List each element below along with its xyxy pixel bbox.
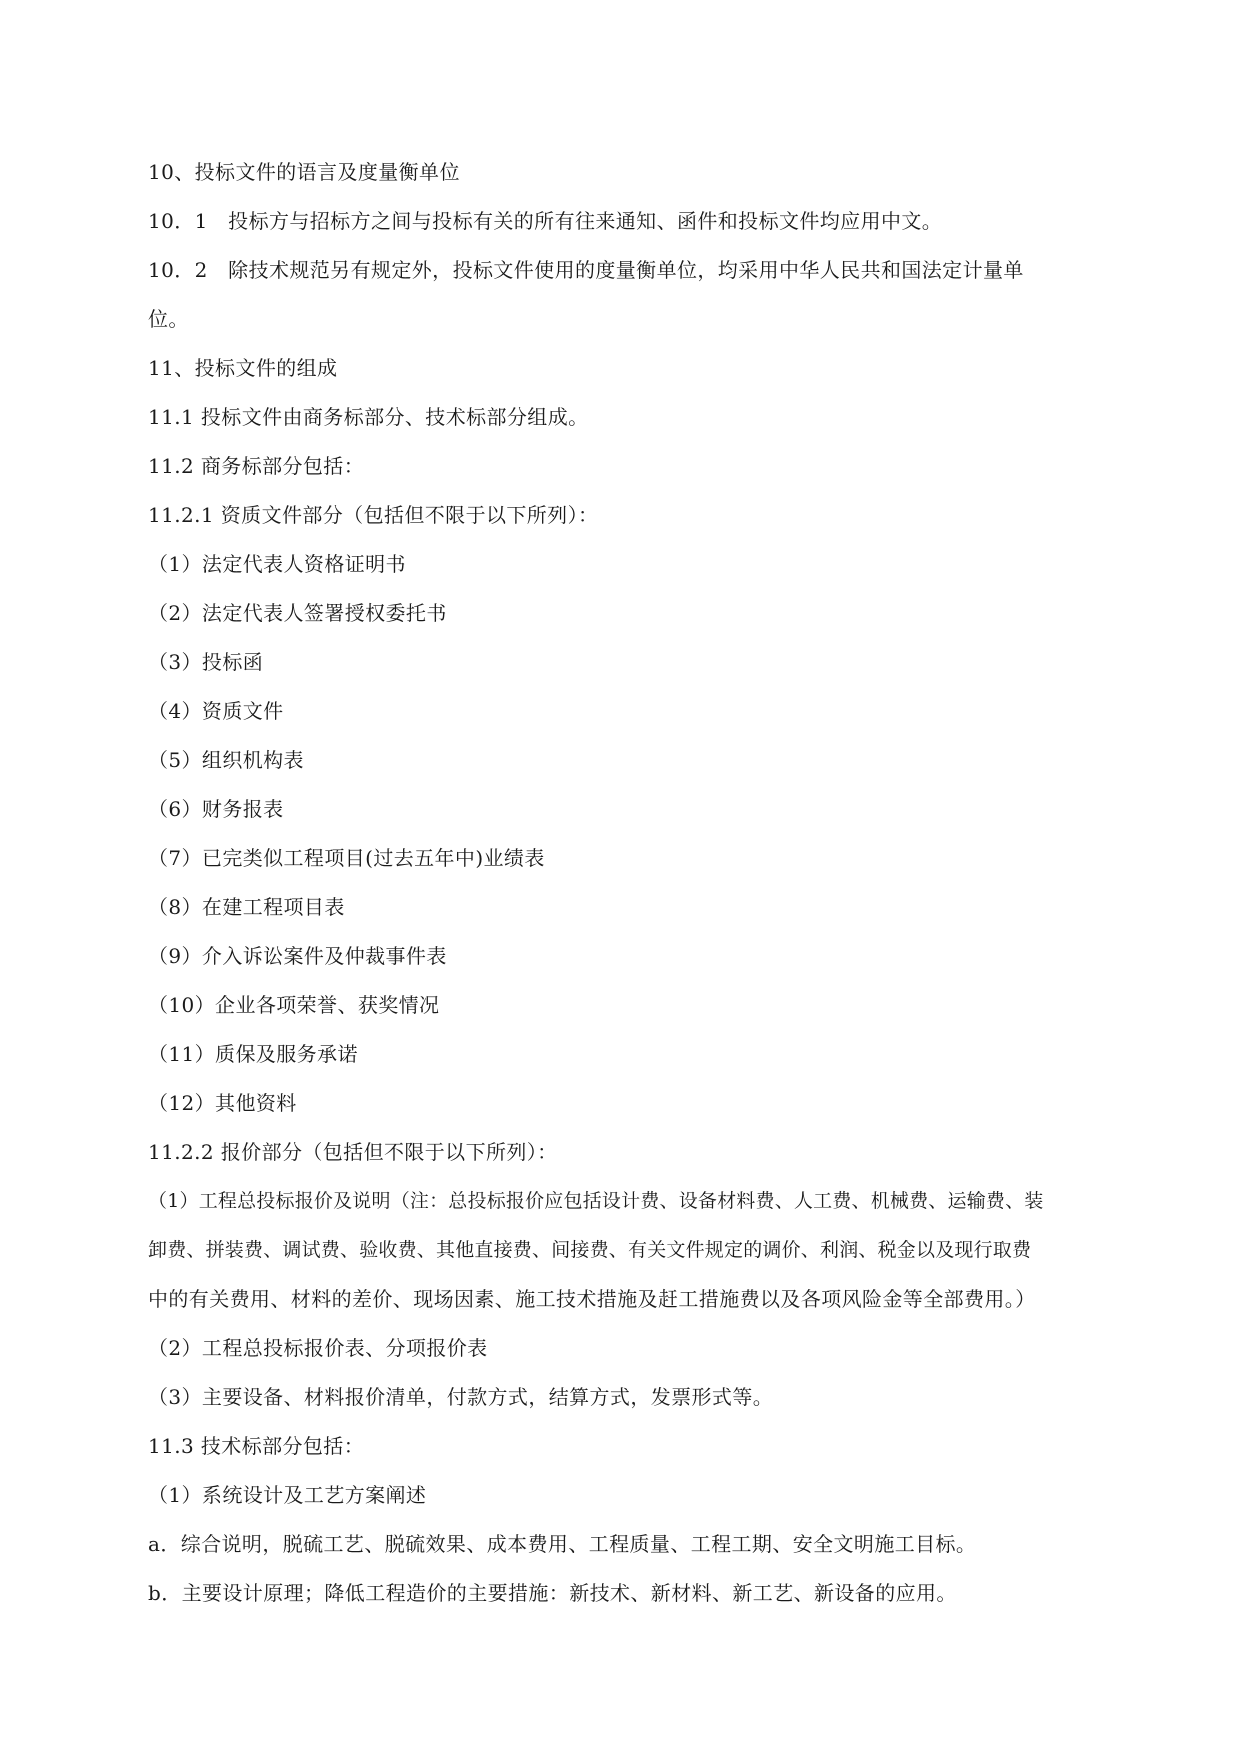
list-item: （9）介入诉讼案件及仲裁事件表 (148, 944, 447, 968)
list-item: （3）主要设备、材料报价清单，付款方式，结算方式，发票形式等。 (148, 1385, 774, 1409)
sub-item-a: a．综合说明，脱硫工艺、脱硫效果、成本费用、工程质量、工程工期、安全文明施工目标。 (148, 1532, 977, 1556)
list-item-continued: 卸费、拼装费、调试费、验收费、其他直接费、间接费、有关文件规定的调价、利润、税金以及现行取费 (148, 1239, 1032, 1261)
list-item-continued: 中的有关费用、材料的差价、现场因素、施工技术措施及赶工措施费以及各项风险金等全部费用。） (148, 1287, 1036, 1311)
list-item: （5）组织机构表 (148, 748, 304, 772)
clause-11-2-2: 11.2.2 报价部分（包括但不限于以下所列）： (148, 1140, 558, 1164)
list-item: （7）已完类似工程项目(过去五年中)业绩表 (148, 846, 545, 870)
section-heading-11: 11、投标文件的组成 (148, 356, 338, 380)
clause-10-1: 10．1 投标方与招标方之间与投标有关的所有往来通知、函件和投标文件均应用中文。 (148, 209, 943, 233)
list-item: （2）工程总投标报价表、分项报价表 (148, 1336, 488, 1360)
sub-item-b: b．主要设计原理；降低工程造价的主要措施：新技术、新材料、新工艺、新设备的应用。 (148, 1581, 957, 1605)
list-item: （3）投标函 (148, 650, 264, 674)
list-item: （10）企业各项荣誉、获奖情况 (148, 993, 440, 1017)
list-item: （11）质保及服务承诺 (148, 1042, 358, 1066)
list-item: （2）法定代表人签署授权委托书 (148, 601, 447, 625)
list-item: （1）工程总投标报价及说明（注：总投标报价应包括设计费、设备材料费、人工费、机械费、运输费、装 (148, 1190, 1044, 1212)
list-item: （4）资质文件 (148, 699, 284, 723)
list-item: （12）其他资料 (148, 1091, 297, 1115)
clause-11-2: 11.2 商务标部分包括： (148, 454, 365, 478)
clause-11-2-1: 11.2.1 资质文件部分（包括但不限于以下所列）： (148, 503, 599, 527)
list-item: （1）法定代表人资格证明书 (148, 552, 406, 576)
list-item: （6）财务报表 (148, 797, 284, 821)
clause-11-3: 11.3 技术标部分包括： (148, 1434, 365, 1458)
clause-10-2: 10．2 除技术规范另有规定外，投标文件使用的度量衡单位，均采用中华人民共和国法定计量单 (148, 258, 1024, 282)
list-item: （8）在建工程项目表 (148, 895, 345, 919)
clause-11-1: 11.1 投标文件由商务标部分、技术标部分组成。 (148, 405, 589, 429)
section-heading-10: 10、投标文件的语言及度量衡单位 (148, 160, 460, 184)
list-item: （1）系统设计及工艺方案阐述 (148, 1483, 427, 1507)
clause-10-2-continued: 位。 (148, 307, 189, 331)
